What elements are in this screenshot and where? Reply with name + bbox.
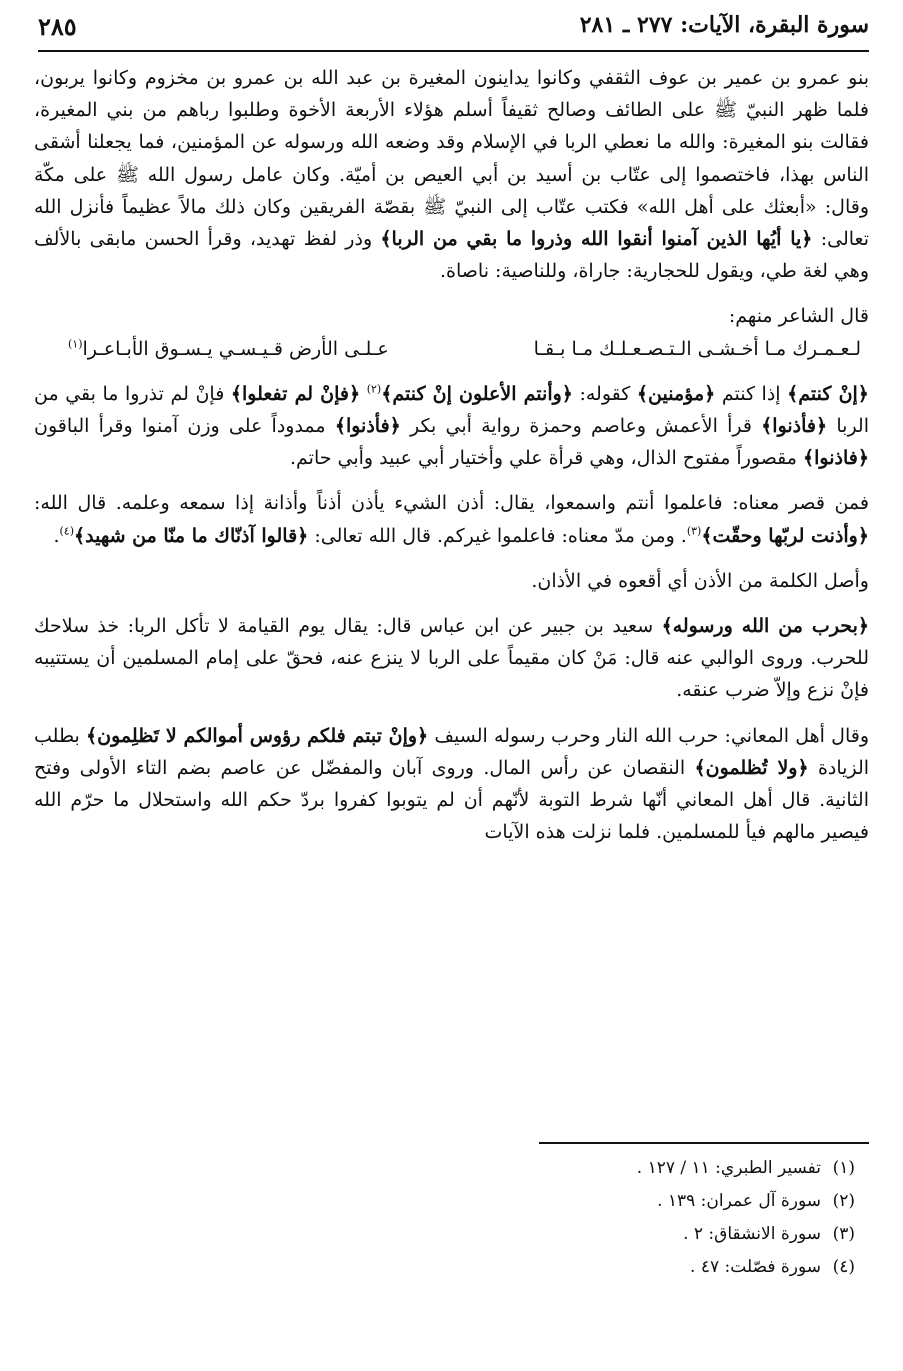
paragraph-4: وأصل الكلمة من الأذن أي أقعوه في الأذان.	[531, 569, 869, 592]
paragraph-1-tail: وذر لفظ تهديد، وقرأ الحسن مابقى بالألف وهي لغة طي، ويقول للحجارية: جاراة، وللناصية: ناصاة.	[34, 228, 869, 283]
footnote-number: (٣)	[832, 1224, 855, 1244]
footnote-ref-4: (٤)	[59, 524, 75, 538]
paragraph-3-end: .	[53, 524, 60, 547]
paragraph-2-text: فإنْ لم تذروا ما بقي من الربا	[34, 382, 870, 438]
footnote-4	[269, 1251, 869, 1284]
page-number: ٢٨٥	[38, 12, 77, 41]
footnote-1	[269, 1152, 869, 1185]
footnote-3	[269, 1218, 869, 1251]
quran-phrase: ﴿وإنْ تبتم فلكم رؤوس أموالكم لا تَظلِمون﴾	[86, 724, 429, 747]
quran-phrase: ﴿ولا تُظلمون﴾	[694, 756, 809, 779]
poem-first-hemistich: لـعـمـرك مـا أخـشـى الـتـصـعـلـك مـا بـقـا	[533, 337, 861, 360]
quran-phrase: ﴿فأذنوا﴾	[761, 415, 828, 438]
quran-phrase: ﴿فأذنوا﴾	[334, 415, 401, 438]
footnote-ref-2: (٢)	[366, 382, 382, 396]
footnote-text: تفسير الطبري: ١١ / ١٢٧ .	[636, 1158, 821, 1178]
footnote-text: سورة الانشقاق: ٢ .	[683, 1224, 821, 1244]
paragraph-2-text: مقصوراً مفتوح الذال، وهي قرأة علي وأختيار أبي عبيد وأبي حاتم.	[289, 447, 797, 470]
page-header	[38, 10, 869, 52]
paragraph-2-text: قرأ الأعمش وعاصم وحمزة رواية أبي بكر	[410, 415, 752, 438]
main-text	[34, 62, 869, 848]
footnote-number: (٤)	[832, 1257, 855, 1277]
quran-phrase: ﴿فإنْ لم تفعلوا﴾	[230, 382, 361, 405]
paragraph-3-text: فمن قصر معناه: فاعلموا أنتم واسمعوا، يقال: أذن الشيء يأذن أذناً وأذانة إذا سمعه وعلمه. قال الله:	[34, 492, 869, 515]
poem-line	[34, 333, 869, 365]
paragraph-2-text: إذا كنتم	[721, 382, 781, 405]
quran-phrase: ﴿إنْ كنتم﴾	[787, 382, 869, 405]
paragraph-6-text: بطلب الزيادة	[34, 724, 870, 779]
paragraph-6-text: النقصان عن رأس المال. وروى آبان والمفضّل عن عاصم بضم التاء الأولى وفتح الثانية. قال أهل المعاني أنّها شرط التوبة لأنّهم أن لم يتوبوا كفروا بردّ حكم الله واستحلال ما حرّم الله فيصير مالهم فيأ للمسلمين. فلما نزلت هذه الآيات	[34, 756, 869, 844]
footnote-separator	[539, 1142, 869, 1144]
paragraph-3	[34, 487, 869, 551]
quran-phrase: ﴿وأذنت لربّها وحقّت﴾	[701, 524, 869, 547]
quran-phrase: ﴿وأنتم الأعلون إنْ كنتم﴾	[381, 382, 573, 405]
quran-phrase: ﴿فاذنوا﴾	[803, 447, 869, 470]
poem-second-hemistich-text: عـلـى الأرض قـيـسـي يـسـوق الأبـاعـرا	[82, 337, 389, 360]
footnote-number: (٢)	[832, 1191, 855, 1211]
quran-phrase: ﴿قالوا آذنّاك ما منّا من شهيد﴾	[74, 524, 309, 547]
footnote-text: سورة فصّلت: ٤٧ .	[690, 1257, 821, 1277]
footnote-ref-1: (١)	[68, 337, 83, 351]
paragraph-6	[34, 720, 869, 849]
footnotes	[269, 1152, 869, 1284]
paragraph-6-text: وقال أهل المعاني: حرب الله النار وحرب رسوله السيف	[434, 724, 869, 747]
paragraph-5	[34, 610, 869, 707]
paragraph-2-text: ممدوداً على وزن آمنوا وقرأ الباقون	[34, 415, 326, 438]
footnote-2	[269, 1185, 869, 1218]
poet-intro: قال الشاعر منهم:	[728, 305, 869, 328]
footnote-text: سورة آل عمران: ١٣٩ .	[657, 1191, 821, 1211]
quran-phrase: ﴿مؤمنين﴾	[636, 382, 716, 405]
running-title: سورة البقرة، الآيات: ٢٧٧ ـ ٢٨١	[579, 12, 869, 38]
paragraph-2-text: كقوله:	[579, 382, 631, 405]
quran-phrase: ﴿بحرب من الله ورسوله﴾	[661, 615, 869, 638]
poem-second-hemistich	[68, 333, 389, 365]
quran-verse: ﴿يا أيُها الذين آمنوا أنقوا الله وذروا ما بقي من الربا﴾	[380, 228, 813, 251]
paragraph-5-text: سعيد بن جبير عن ابن عباس قال: يقال يوم القيامة لا تأكل الربا: خذ سلاحك للحرب. وروى الوالبي عنه قال: مَنْ كان مقيماً على الربا لا ينزع عنه، فحقّ على إمام المسلمين أن يستتيبه فإنْ نزع وإلاّ ضرب عنقه.	[34, 615, 869, 702]
paragraph-2	[34, 378, 869, 475]
paragraph-1	[34, 62, 869, 287]
footnote-number: (١)	[832, 1158, 855, 1178]
paragraph-1-text: بنو عمرو بن عمير بن عوف الثقفي وكانوا يداينون المغيرة بن عبد الله بن عمرو بن مخزوم وكانوا يربون، فلما ظهر النبيّ ﷺ على الطائف وصالح ثقيفاً أسلم هؤلاء الأربعة الأخوة وطلبوا رباهم من بني المغيرة، فقالت بنو المغيرة: والله ما نعطي الربا في الإسلام وقد وضعه الله ورسوله عن المؤمنين، فما يجعلنا أشقى الناس بهذا، فاختصموا إلى عتّاب بن أسيد بن أبي العيص بن أميّة. وكان عامل رسول الله ﷺ على مكّة وقال: «أبعثك على أهل الله» فكتب عتّاب إلى النبيّ ﷺ بقصّة الفريقين وكان ذلك مالاً عظيماً فأنزل الله تعالى:	[34, 67, 870, 251]
footnote-ref-3: (٣)	[686, 524, 702, 538]
paragraph-3-text: . ومن مدّ معناه: فاعلموا غيركم. قال الله تعالى:	[314, 524, 687, 547]
